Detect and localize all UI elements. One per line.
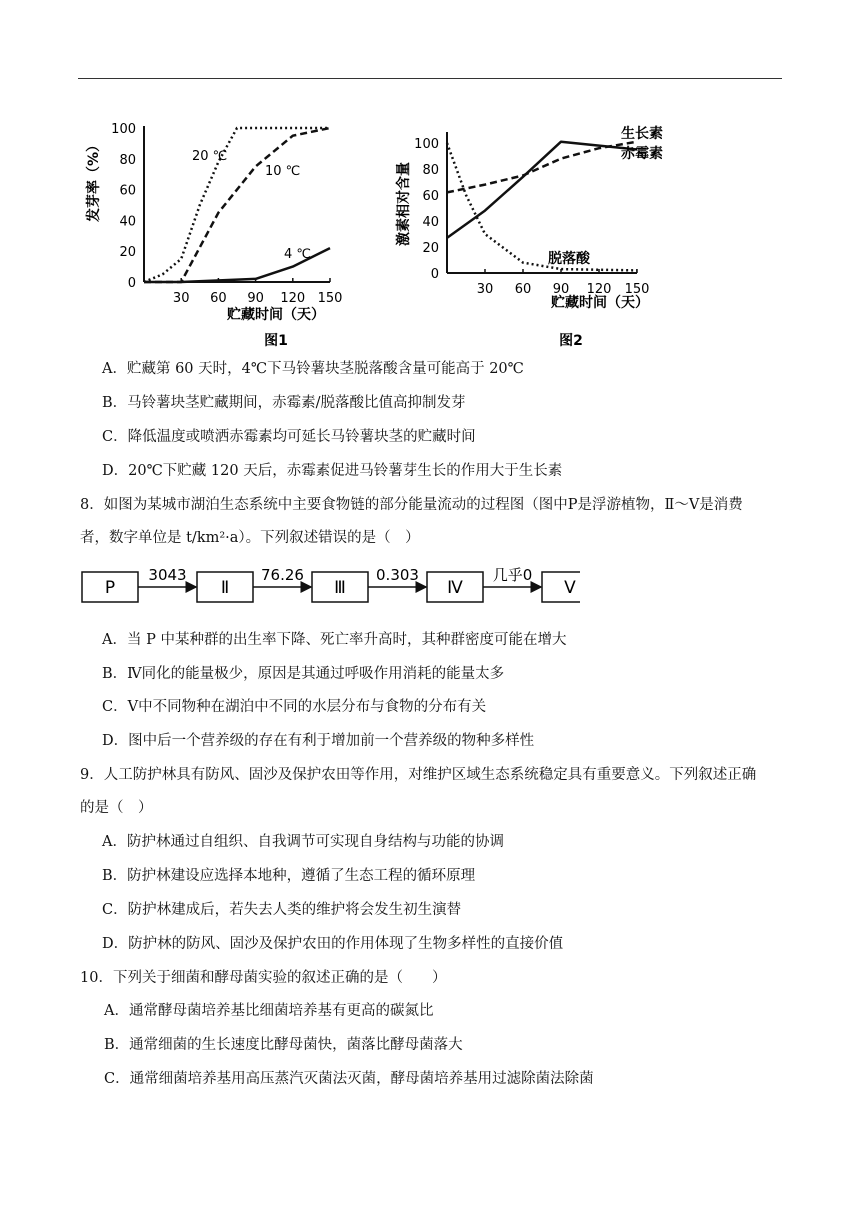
- fig2-x-tick-label: 120: [586, 282, 612, 297]
- q8-option-b: B．Ⅳ同化的能量极少，原因是其通过呼吸作用消耗的能量太多: [102, 666, 505, 682]
- fig1-x-tick-label: 90: [247, 291, 264, 306]
- fig1-xlabel: 贮藏时间（天）: [227, 307, 325, 323]
- header-rule: [78, 78, 782, 79]
- q9-option-d: D．防护林的防风、固沙及保护农田的作用体现了生物多样性的直接价值: [102, 936, 564, 952]
- fig1-y-tick-label: 20: [119, 245, 136, 261]
- fig1-label-4c: 4 ℃: [284, 247, 312, 262]
- fig2-x-tick-label: 150: [624, 282, 650, 297]
- q7-option-d: D．20℃下贮藏 120 天后，赤霉素促进马铃薯芽生长的作用大于生长素: [102, 463, 563, 479]
- q8-option-a: A．当 P 中某种群的出生率下降、死亡率升高时，其种群密度可能在增大: [102, 632, 567, 648]
- fig1-y-tick-label: 100: [111, 122, 136, 137]
- fig1-x-tick-label: 60: [210, 291, 227, 306]
- fig2-y-tick-label: 0: [430, 267, 439, 282]
- fig2-x-tick-label: 30: [476, 282, 494, 297]
- q7-option-c: C．降低温度或喷洒赤霉素均可延长马铃薯块茎的贮藏时间: [102, 429, 476, 445]
- fig2-label-auxin: 生长素: [621, 126, 663, 142]
- fig1-y-tick-label: 40: [119, 214, 136, 230]
- fig2-y-tick-label: 100: [414, 137, 439, 152]
- q9-stem-line2: 的是（ ）: [80, 800, 153, 816]
- figure-2-hormone-chart: [390, 112, 710, 352]
- q8-option-d: D．图中后一个营养级的存在有利于增加前一个营养级的物种多样性: [102, 733, 535, 749]
- q9-option-c: C．防护林建成后，若失去人类的维护将会发生初生演替: [102, 902, 462, 918]
- chain-node-label: P: [104, 578, 116, 598]
- fig1-y-tick-label: 0: [127, 276, 136, 291]
- q9-stem-line1: 9．人工防护林具有防风、固沙及保护农田等作用，对维护区域生态系统稳定具有重要意义。下列叙述正确: [80, 767, 757, 783]
- q10-option-c: C．通常细菌培养基用高压蒸汽灭菌法灭菌，酵母菌培养基用过滤除菌法除菌: [104, 1071, 594, 1087]
- fig1-x-tick-label: 120: [280, 291, 306, 306]
- q8-option-c: C．Ⅴ中不同物种在湖泊中不同的水层分布与食物的分布有关: [102, 699, 487, 715]
- fig2-y-tick-label: 80: [422, 163, 439, 178]
- chain-flow-value: 3043: [148, 566, 187, 584]
- figure-1-germination-chart: [80, 112, 370, 352]
- q8-stem-line1: 8．如图为某城市湖泊生态系统中主要食物链的部分能量流动的过程图（图中P是浮游植物，Ⅱ～Ⅴ是消费: [80, 497, 743, 513]
- q9-option-b: B．防护林建设应选择本地种，遵循了生态工程的循环原理: [102, 868, 476, 884]
- fig2-series-line: [447, 142, 637, 238]
- q10-option-b: B．通常细菌的生长速度比酵母菌快，菌落比酵母菌落大: [104, 1037, 463, 1053]
- fig2-label-gibberellin: 赤霉素: [621, 146, 663, 162]
- chain-flow-value: 0.303: [376, 566, 419, 584]
- fig1-ylabel: 发芽率（%）: [86, 137, 102, 223]
- fig2-series-line: [447, 143, 637, 270]
- chain-flow-value: 几乎0: [492, 566, 533, 584]
- fig2-caption: 图2: [559, 333, 583, 349]
- fig1-label-10c: 10 ℃: [265, 164, 301, 179]
- fig2-x-tick-label: 60: [514, 282, 532, 297]
- chain-node-label: Ⅱ: [220, 578, 230, 598]
- fig2-y-tick-label: 60: [422, 189, 439, 204]
- chain-flow-value: 76.26: [261, 566, 304, 584]
- q7-option-a: A．贮藏第 60 天时，4℃下马铃薯块茎脱落酸含量可能高于 20℃: [102, 361, 524, 377]
- q10-option-a: A．通常酵母菌培养基比细菌培养基有更高的碳氮比: [104, 1003, 434, 1019]
- fig1-caption: 图1: [264, 333, 288, 349]
- fig1-y-tick-label: 60: [119, 183, 136, 199]
- fig2-x-tick-label: 90: [552, 282, 570, 297]
- fig2-y-tick-label: 40: [422, 215, 439, 230]
- fig2-series-line: [447, 142, 637, 193]
- q8-food-chain-diagram: [80, 562, 580, 612]
- chain-node-label: Ⅳ: [447, 578, 463, 598]
- fig1-x-tick-label: 150: [317, 291, 343, 306]
- chain-node-label: Ⅴ: [564, 578, 576, 598]
- q7-option-b: B．马铃薯块茎贮藏期间，赤霉素/脱落酸比值高抑制发芽: [102, 395, 466, 411]
- fig2-label-aba: 脱落酸: [548, 251, 590, 267]
- q8-stem-line2: 者，数字单位是 t/km²·a）。下列叙述错误的是（ ）: [80, 530, 420, 546]
- fig1-y-tick-label: 80: [119, 152, 136, 168]
- chain-node-label: Ⅲ: [334, 578, 346, 598]
- q10-stem: 10．下列关于细菌和酵母菌实验的叙述正确的是（ ）: [80, 970, 447, 986]
- fig2-y-tick-label: 20: [422, 241, 439, 256]
- fig2-ylabel: 激素相对含量: [396, 162, 412, 246]
- fig1-x-tick-label: 30: [172, 291, 190, 306]
- q9-option-a: A．防护林通过自组织、自我调节可实现自身结构与功能的协调: [102, 834, 504, 850]
- fig1-label-20c: 20 ℃: [192, 149, 228, 164]
- fig2-xlabel: 贮藏时间（天）: [551, 295, 649, 311]
